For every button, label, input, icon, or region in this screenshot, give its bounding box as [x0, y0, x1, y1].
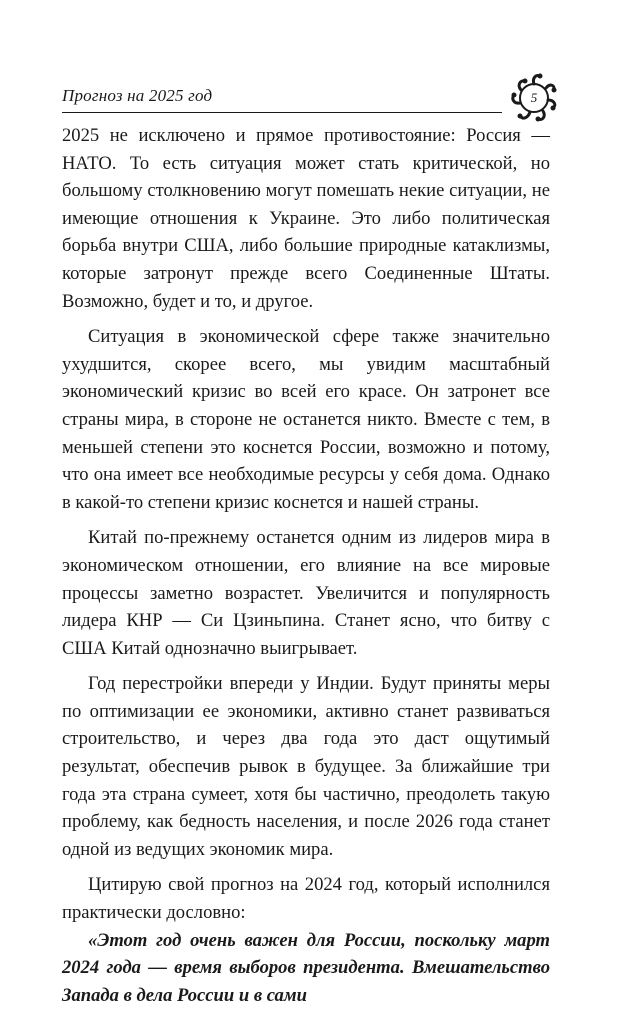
paragraph: Ситуация в экономической сфере также значительно ухудшится, скорее всего, мы увидим масштабный экономический кризис во всей его красе. Он затронет все страны мира, в стороне не останется никто. Вместе с тем, в меньшей степени это коснется России, возможно и потому, что она имеет все необходимые ресурсы у себя дома. Однако в какой-то степени кризис коснется и нашей страны. [62, 326, 550, 513]
paragraph-continued: 2025 не исключено и прямое противостояние: Россия — НАТО. То есть ситуация может стать критической, но большому столкновению могут помешать некие ситуации, не имеющие отношения к Украине. Это либо политическая борьба внутри США, либо большие природные катаклизмы, которые затронут прежде всего Соединенные Штаты. Возможно, будет и то, и другое. [62, 125, 550, 312]
header-rule [62, 112, 502, 113]
running-title: Прогноз на 2025 год [62, 86, 213, 105]
running-header [62, 70, 552, 120]
page-number-ornament [506, 70, 562, 126]
paragraph: Китай по-прежнему останется одним из лидеров мира в экономическом отношении, его влияние на все мировые процессы заметно возрастет. Увеличится и популярность лидера КНР — Си Цзиньпина. Станет ясно, что битву с США Китай однозначно выигрывает. [62, 527, 550, 659]
page-body [62, 122, 550, 1009]
paragraph: Год перестройки впереди у Индии. Будут приняты меры по оптимизации ее экономики, активно станет развиваться строительство, и через два года это даст ощутимый результат, обеспечив рывок в будущее. За ближайшие три года эта страна сумеет, хотя бы частично, преодолеть такую проблему, как бедность населения, и после 2026 года станет одной из ведущих экономик мира. [62, 673, 550, 860]
paragraph: Цитирую свой прогноз на 2024 год, который исполнился практически дословно: [62, 874, 550, 924]
page-number: 5 [530, 90, 538, 105]
quote-paragraph: «Этот год очень важен для России, поскольку март 2024 года — время выборов президента. Вмешательство Запада в дела России и в сами [62, 929, 550, 1006]
